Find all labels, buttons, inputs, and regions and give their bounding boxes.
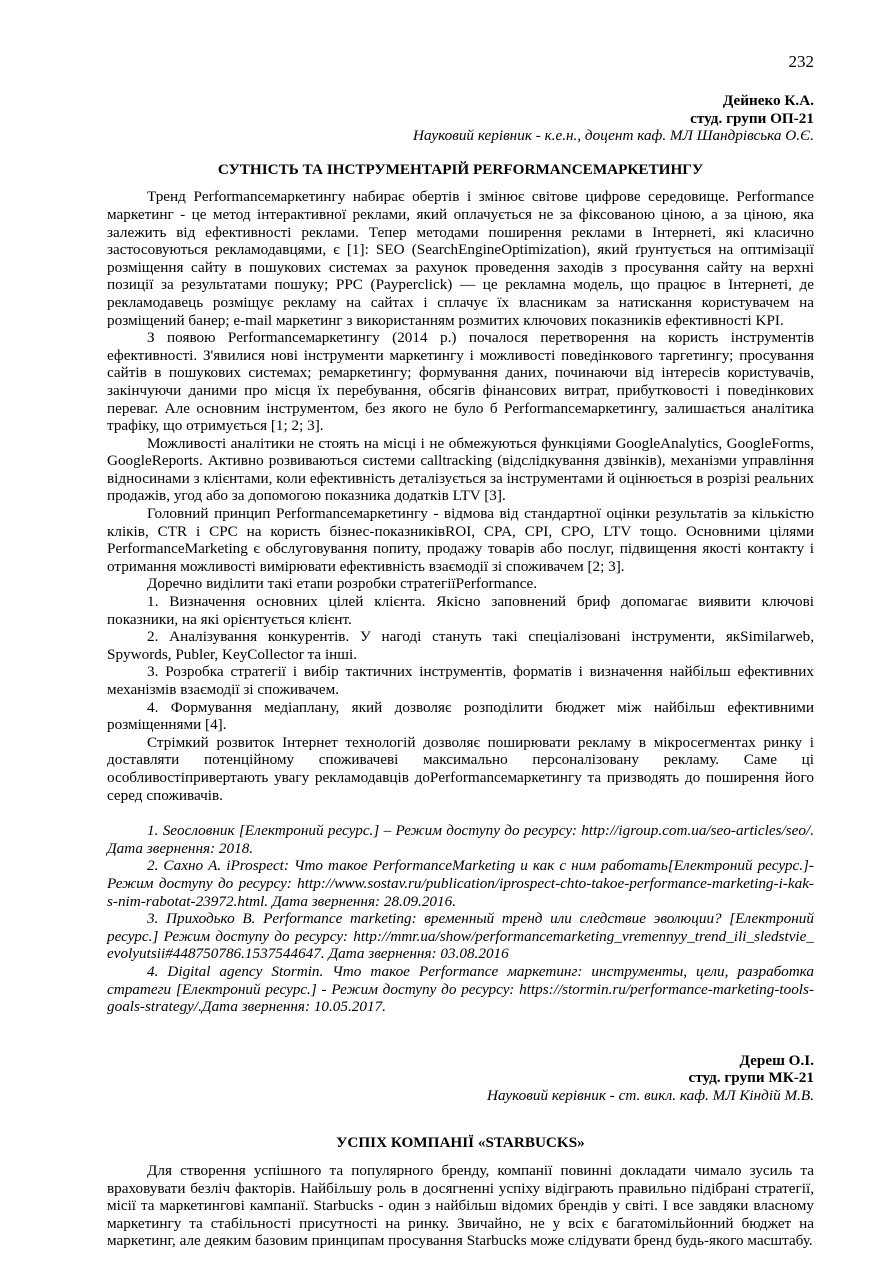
supervisor: Науковий керівник - ст. викл. каф. МЛ Кіндій М.В. [487,1086,814,1104]
reference-item: 2. Сахно А. iProspect: Что такое PerformanceMarketing и как с ним работать[Електроний ресурс.]- Режим доступу до ресурсу: http://www.sostav.ru/publication/iprospect-chto-takoe-performance-marketing-i-kak-s-nim-rabotat-23972.html. Дата звернення: 28.09.2016. [107,857,814,910]
paragraph: Тренд Performanceмаркетингу набирає обертів і змінює світове цифрове середовище. Performance маркетинг - це метод інтерактивної реклами, який оплачується не за фіксованою ціною, а за ціною, яка залежить від ефективності реклами. Тепер методами поширення реклами в Інтернеті, які класично застосовуються рекламодавцями, є [1]: SEO (SearchEngineOptimization), який ґрунтується на оптимізації розміщення сайту в пошукових системах за рахунок проведення заходів з просування сайту на верхні позиції за результатами пошуку; PPC (Payperclick) — це рекламна модель, що працює в Інтернеті, де рекламодавець розміщує рекламу на сайтах і сплачує їх власникам за натискання користувачем на розміщений банер; e-mail маркетинг з використанням розмитих ключових показників ефективності KPI. [107,188,814,329]
author-name: Дереш О.І. [739,1051,814,1069]
paragraph: Доречно виділити такі етапи розробки стратегіїPerformance. [147,575,538,593]
article-title-2: УСПІХ КОМПАНІЇ «STARBUCKS» [336,1134,585,1152]
paragraph: Головний принцип Performanceмаркетингу - відмова від стандартної оцінки результатів за кількістю кліків, CTR і CPC на користь бізнес-показниківROI, CPA, CPI, CPO, LTV тощо. Основними цілями PerformanceMarketing є обслуговування попиту, продажу товарів або послуг, підвищення якості контакту і отримання можливості вимірювати ефективність взаємодії зі споживачем [2; 3]. [107,505,814,575]
list-item: 1. Визначення основних цілей клієнта. Якісно заповнений бриф допомагає виявити ключові показники, на які орієнтується клієнт. [107,593,814,628]
list-item: 4. Формування медіаплану, який дозволяє розподілити бюджет між найбільш ефективними розміщеннями [4]. [107,698,814,734]
page-number: 232 [788,52,814,71]
author-block-2 [107,1052,814,1105]
paragraph: Стрімкий розвиток Інтернет технологій дозволяє поширювати рекламу в мікросегментах ринку і доставляти потенційному споживачеві максимально персоналізовану рекламу. Саме ці особливостіпривертають увагу рекламодавців доPerformanceмаркетингу та призводять до поширення його серед споживачів. [107,733,814,804]
article-body-2 [107,1162,814,1250]
paragraph: Можливості аналітики не стоять на місці і не обмежуються функціями GoogleAnalytics, GoogleForms, GoogleReports. Активно розвиваються системи calltracking (відслідкування дзвінків), механізми управління відносинами з клієнтами, коли ефективність деталізується за інструментами й оцінюється в розрізі реальних продажів, угод або за допомогою показника додатків LTV [3]. [107,434,814,505]
list-item: 2. Аналізування конкурентів. У нагоді стануть такі спеціалізовані інструменти, якSimilarweb, Spywords, Publer, KeyCollector та інші. [107,628,814,663]
author-name: Дейнеко К.А. [722,92,814,109]
reference-item: 1. Seословник [Електроний ресурс.] – Режим доступу до ресурсу: http://igroup.com.ua/seo-articles/seo/. Дата звернення: 2018. [107,822,814,857]
reference-item: 4. Digital agency Stormin. Что такое Performance маркетинг: инструменты, цели, разработка стратеги [Електроний ресурс.] - Режим доступу до ресурсу: https://stormin.ru/performance-marketing-tools-goals-strategy/.Дата звернення: 10.05.2017. [107,962,814,1016]
author-block-1 [107,92,814,145]
author-group: студ. групи ОП-21 [690,109,814,127]
author-group: студ. групи МК-21 [688,1069,814,1087]
supervisor: Науковий керівник - к.е.н., доцент каф. МЛ Шандрівська О.Є. [413,127,814,145]
paragraph: З появою Performanceмаркетингу (2014 р.) почалося перетворення на користь інструментів ефективності. З'явилися нові інструменти маркетингу і можливості поведінкового таргетингу; просування сайтів в пошукових системах; ремаркетингу; формування даних, починаючи від інтересів користувачів, закінчуючи даними про місця їх перебування, обсягів фінансових витрат, прибутковості і поведінкових переваг. Але основним інструментом, без якого не було б Performanceмаркетингу, залишається аналітика трафіку, що отримується [1; 2; 3]. [107,329,814,435]
reference-item: 3. Приходько В. Performance marketing: временный тренд или следствие эволюции? [Електроний ресурс.] Режим доступу до ресурсу: http://mmr.ua/show/performancemarketing_vremennyy_trend_ili_sledstvie_ evolyutsii#448750786.1537544647. Дата звернення: 03.08.2016 [107,910,814,963]
list-item: 3. Розробка стратегії і вибір тактичних інструментів, форматів і визначення найбільш ефективних механізмів взаємодії зі споживачем. [107,663,814,698]
references [107,822,814,1016]
article-title-1: СУТНІСТЬ ТА ІНСТРУМЕНТАРІЙ PERFORMANCEМАРКЕТИНГУ [217,160,704,178]
article-body-1 [107,188,814,804]
paragraph: Для створення успішного та популярного бренду, компанії повинні докладати чимало зусиль та враховувати безліч факторів. Найбільшу роль в досягненні успіху відіграють правильно підібрані стратегії, місії та маркетингові кампанії. Starbucks - один з найбільш відомих брендів у світі. І все завдяки власному маркетингу та стабільності присутності на ринку. Звичайно, не у всіх є багатомільйонний бюджет на маркетинг, але деяким базовим принципам просування Starbucks може слідувати бренд будь-якого масштабу. [107,1162,814,1250]
